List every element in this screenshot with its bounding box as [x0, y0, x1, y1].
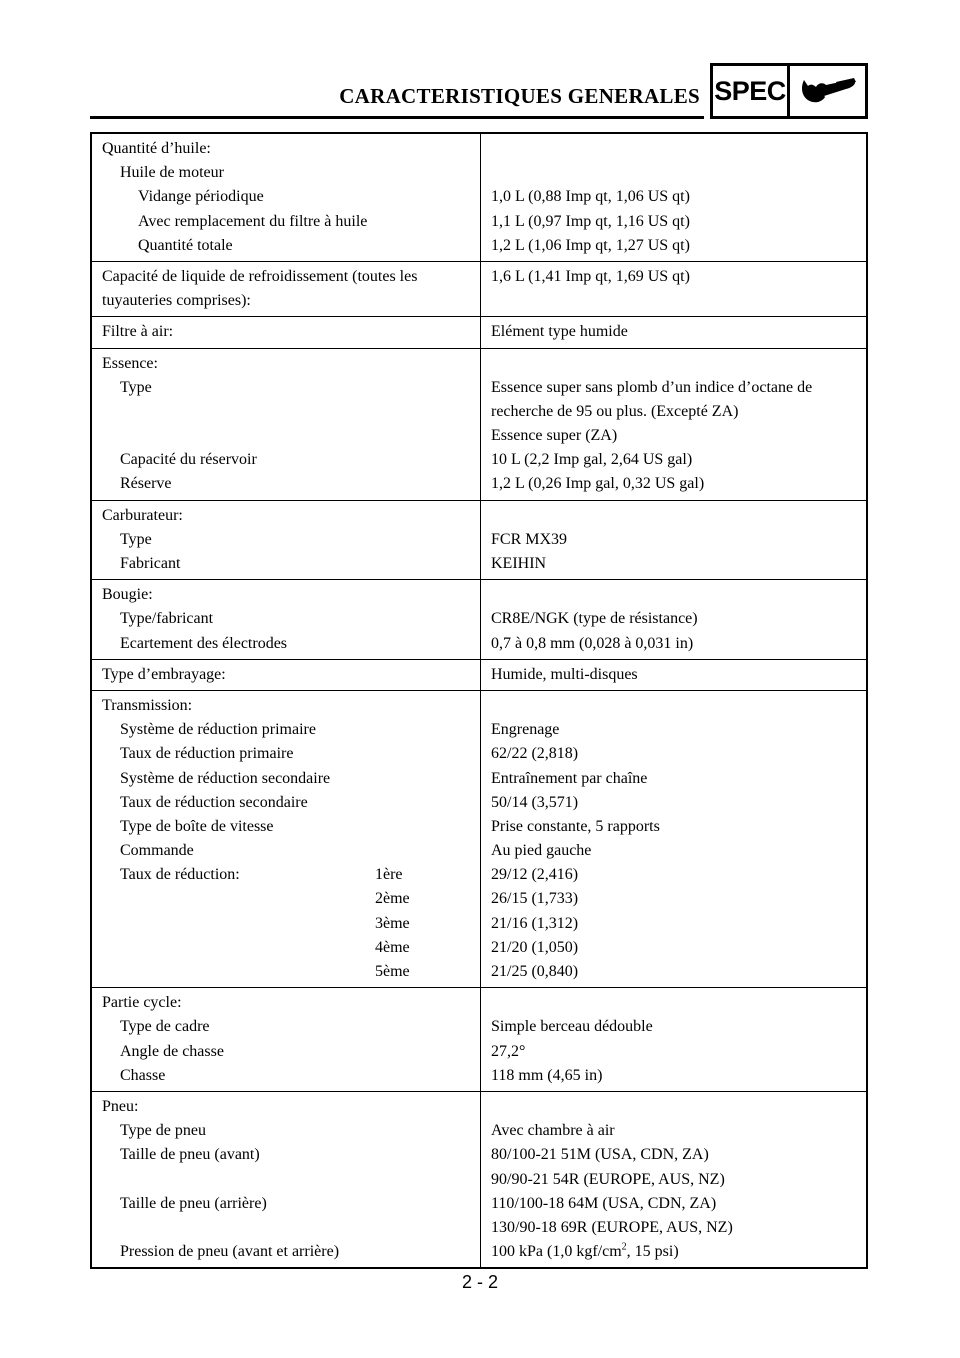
- gearbox-label: Type de boîte de vitesse: [120, 817, 274, 835]
- row-fuel: [91, 348, 867, 500]
- reserve-value: 1,2 L (0,26 Imp gal, 0,32 US gal): [491, 475, 705, 493]
- gear-2-label: 2ème: [375, 890, 410, 908]
- periodic-change-label: Vidange périodique: [138, 188, 264, 206]
- specifications-table: [90, 132, 868, 1269]
- page-title: CARACTERISTIQUES GENERALES: [339, 84, 700, 108]
- caster-angle-value: 27,2°: [491, 1042, 526, 1060]
- fuel-type-value-line3: Essence super (ZA): [491, 427, 618, 445]
- fuel-type-value-line1: Essence super sans plomb d’un indice d’octane de: [491, 378, 813, 396]
- engine-oil-label: Huile de moteur: [120, 164, 224, 182]
- coolant-value: 1,6 L (1,41 Imp qt, 1,69 US qt): [491, 267, 690, 285]
- air-filter-value: Elément type humide: [491, 323, 628, 341]
- row-transmission: [91, 690, 867, 987]
- clutch-label: Type d’embrayage:: [102, 665, 226, 683]
- row-oil-quantity: [91, 133, 867, 261]
- rear-tire-size-label: Taille de pneu (arrière): [120, 1194, 267, 1212]
- control-value: Au pied gauche: [491, 842, 592, 860]
- front-tire-size-label: Taille de pneu (avant): [120, 1146, 260, 1164]
- periodic-change-value: 1,0 L (0,88 Imp qt, 1,06 US qt): [491, 188, 690, 206]
- fuel-type-label: Type: [120, 378, 152, 396]
- page-number: 2 - 2: [461, 1272, 499, 1292]
- spec-badge-label: SPEC: [714, 75, 786, 106]
- spark-plug-type-label: Type/fabricant: [120, 610, 214, 628]
- rear-tire-size-value-line1: 110/100-18 64M (USA, CDN, ZA): [491, 1194, 717, 1212]
- row-coolant: [91, 261, 867, 316]
- trail-value: 118 mm (4,65 in): [491, 1066, 603, 1084]
- tire-type-value: Avec chambre à air: [491, 1122, 615, 1140]
- reserve-label: Réserve: [120, 475, 172, 493]
- clutch-value: Humide, multi-disques: [491, 665, 638, 683]
- gear-ratio-row-1: [102, 863, 470, 887]
- row-tire: [91, 1091, 867, 1268]
- row-spark-plug: [91, 580, 867, 660]
- carburetor-type-value: FCR MX39: [491, 530, 568, 548]
- fuel-type-value-line2: recherche de 95 ou plus. (Excepté ZA): [491, 402, 739, 420]
- row-air-filter: [91, 317, 867, 348]
- tank-capacity-value: 10 L (2,2 Imp gal, 2,64 US gal): [491, 451, 693, 469]
- total-oil-value: 1,2 L (1,06 Imp qt, 1,27 US qt): [491, 236, 690, 254]
- primary-system-label: Système de réduction primaire: [120, 721, 316, 739]
- caster-angle-label: Angle de chasse: [120, 1042, 224, 1060]
- filter-change-label: Avec remplacement du filtre à huile: [138, 212, 368, 230]
- tank-capacity-label: Capacité du réservoir: [120, 451, 257, 469]
- row-carburetor: [91, 500, 867, 580]
- spark-plug-gap-label: Ecartement des électrodes: [120, 634, 288, 652]
- secondary-system-label: Système de réduction secondaire: [120, 769, 331, 787]
- filter-change-value: 1,1 L (0,97 Imp qt, 1,16 US qt): [491, 212, 690, 230]
- tire-type-label: Type de pneu: [120, 1122, 206, 1140]
- wrench-icon: [798, 74, 858, 108]
- tire-title: Pneu:: [102, 1097, 139, 1115]
- trail-label: Chasse: [120, 1066, 166, 1084]
- primary-ratio-value: 62/22 (2,818): [491, 745, 579, 763]
- carburetor-type-label: Type: [120, 530, 152, 548]
- secondary-ratio-label: Taux de réduction secondaire: [120, 793, 308, 811]
- gear-4-value: 21/20 (1,050): [491, 938, 579, 956]
- gear-1-label: 1ère: [375, 866, 403, 884]
- gear-3-label: 3ème: [375, 914, 410, 932]
- spark-plug-title: Bougie:: [102, 586, 153, 604]
- primary-ratio-label: Taux de réduction primaire: [120, 745, 294, 763]
- gear-5-label: 5ème: [375, 963, 410, 980]
- header-rule: [90, 116, 704, 119]
- rear-tire-size-value-line2: 130/90-18 69R (EUROPE, AUS, NZ): [491, 1218, 733, 1236]
- gear-1-value: 29/12 (2,416): [491, 866, 579, 884]
- tire-pressure-prefix: 100 kPa (1,0 kgf/cm: [491, 1243, 622, 1261]
- front-tire-size-value-line2: 90/90-21 54R (EUROPE, AUS, NZ): [491, 1170, 725, 1188]
- spec-badge: [710, 63, 790, 119]
- gearbox-value: Prise constante, 5 rapports: [491, 817, 660, 835]
- secondary-ratio-value: 50/14 (3,571): [491, 793, 579, 811]
- front-tire-size-value-line1: 80/100-21 51M (USA, CDN, ZA): [491, 1146, 709, 1164]
- tire-pressure-superscript: 2: [621, 1241, 627, 1253]
- oil-title: Quantité d’huile:: [102, 140, 211, 157]
- gear-5-value: 21/25 (0,840): [491, 963, 579, 980]
- coolant-label-line1: Capacité de liquide de refroidissement (toutes les: [102, 267, 418, 285]
- tire-pressure-value: [491, 1240, 856, 1264]
- air-filter-label: Filtre à air:: [102, 323, 174, 341]
- secondary-system-value: Entraînement par chaîne: [491, 769, 648, 787]
- total-oil-label: Quantité totale: [138, 236, 233, 254]
- wrench-icon-box: [787, 63, 868, 119]
- row-chassis: [91, 988, 867, 1092]
- primary-system-value: Engrenage: [491, 721, 560, 739]
- spark-plug-gap-value: 0,7 à 0,8 mm (0,028 à 0,031 in): [491, 634, 694, 652]
- carburetor-maker-value: KEIHIN: [491, 555, 547, 572]
- transmission-title: Transmission:: [102, 696, 193, 714]
- tire-pressure-label: Pression de pneu (avant et arrière): [120, 1243, 340, 1261]
- spark-plug-type-value: CR8E/NGK (type de résistance): [491, 610, 698, 628]
- chassis-title: Partie cycle:: [102, 994, 182, 1012]
- gear-3-value: 21/16 (1,312): [491, 914, 579, 932]
- frame-type-label: Type de cadre: [120, 1018, 210, 1036]
- ratio-label: Taux de réduction:: [120, 866, 240, 884]
- carburetor-maker-label: Fabricant: [120, 555, 181, 572]
- tire-pressure-suffix: , 15 psi): [626, 1243, 679, 1261]
- coolant-label-line2: tuyauteries comprises):: [102, 292, 251, 310]
- gear-4-label: 4ème: [375, 938, 410, 956]
- fuel-title: Essence:: [102, 354, 158, 372]
- row-clutch: [91, 659, 867, 690]
- control-label: Commande: [120, 842, 194, 860]
- carburetor-title: Carburateur:: [102, 506, 183, 524]
- frame-type-value: Simple berceau dédouble: [491, 1018, 653, 1036]
- gear-2-value: 26/15 (1,733): [491, 890, 579, 908]
